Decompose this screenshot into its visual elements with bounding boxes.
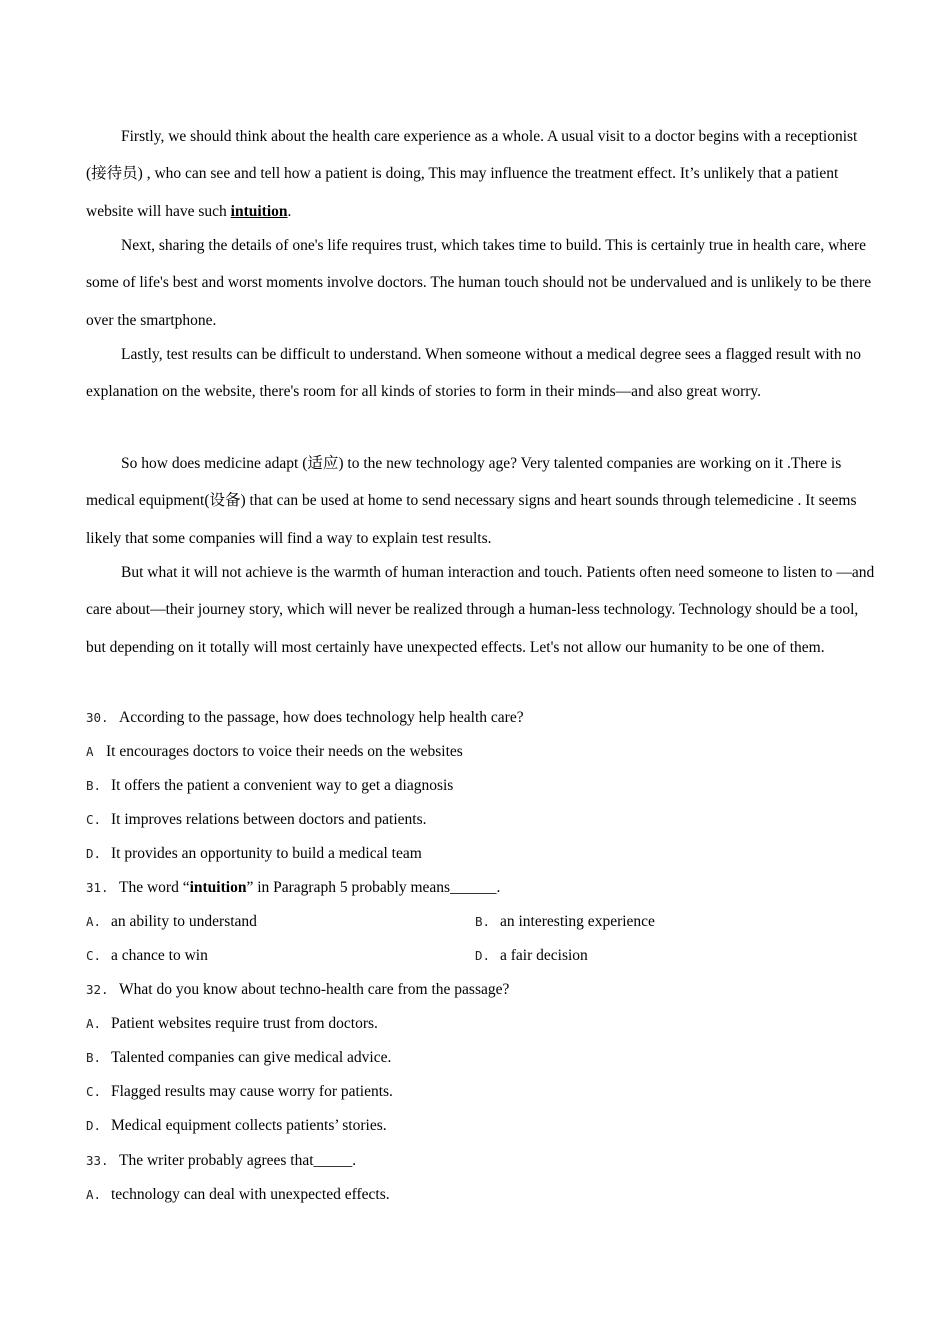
question-number: 33. (86, 1153, 109, 1168)
question-text-end: ” in Paragraph 5 probably means______. (246, 879, 501, 896)
question-text: The writer probably agrees that_____. (119, 1152, 357, 1169)
option-text: technology can deal with unexpected effects. (111, 1186, 390, 1203)
question-number: 30. (86, 710, 109, 725)
option-label: D. (86, 1118, 102, 1133)
option-text: an ability to understand (111, 913, 257, 930)
q31-option-b[interactable] (475, 912, 655, 932)
option-text: an interesting experience (500, 913, 655, 930)
passage-paragraph-2: Next, sharing the details of one's life requires trust, which takes time to build. This is certainly true in health care, where some of life's best and worst moments involve doctors. The human touch should not be undervalued and is unlikely to be there over the smartphone. (86, 237, 872, 329)
option-label: A (86, 744, 94, 759)
question-32 (86, 980, 509, 1000)
option-text: a fair decision (500, 947, 588, 964)
paragraph-1-text: Firstly, we should think about the health care experience as a whole. A usual visit to a doctor begins with a receptionist (接待员) , who can see and tell how a patient is doing, This may influence the treatment effect. It’s unlikely that a patient website will have such (86, 128, 858, 220)
q31-option-c[interactable] (86, 946, 208, 966)
question-30 (86, 708, 524, 728)
keyword-intuition: intuition (189, 879, 247, 896)
q30-option-a[interactable] (86, 742, 463, 762)
q32-option-b[interactable] (86, 1048, 391, 1068)
q32-option-a[interactable] (86, 1014, 378, 1034)
option-text: It provides an opportunity to build a medical team (111, 845, 422, 862)
keyword-intuition: intuition (230, 202, 288, 220)
option-label: A. (86, 1187, 102, 1202)
option-text: It improves relations between doctors and patients. (111, 811, 427, 828)
passage-paragraph-1 (86, 118, 876, 230)
option-text: Medical equipment collects patients’ stories. (111, 1117, 387, 1134)
question-text-start: The word “ (119, 879, 190, 896)
option-label: C. (86, 948, 102, 963)
passage-paragraph-5: But what it will not achieve is the warmth of human interaction and touch. Patients often need someone to listen to —and care about—their journey story, which will never be realized through a human-less technology. Technology should be a tool, but depending on it totally will most certainly have unexpected effects. Let's not allow our humanity to be one of them. (86, 564, 875, 656)
option-text: It offers the patient a convenient way to get a diagnosis (111, 777, 454, 794)
question-33 (86, 1151, 356, 1171)
option-label: D. (475, 948, 491, 963)
option-label: A. (86, 914, 102, 929)
passage-paragraph-3: Lastly, test results can be difficult to understand. When someone without a medical degree sees a flagged result with no explanation on the website, there's room for all kinds of stories to form in their minds—and also great worry. (86, 346, 862, 401)
q32-option-c[interactable] (86, 1082, 393, 1102)
passage-paragraph-4: So how does medicine adapt (适应) to the new technology age? Very talented companies are working on it .There is medical equipment(设备) that can be used at home to send necessary signs and heart sounds through telemedicine . It seems likely that some companies will find a way to explain test results. (86, 455, 857, 547)
q32-option-d[interactable] (86, 1116, 387, 1136)
q30-option-c[interactable] (86, 810, 427, 830)
option-text: Flagged results may cause worry for patients. (111, 1083, 393, 1100)
option-label: D. (86, 846, 102, 861)
option-label: B. (475, 914, 491, 929)
option-label: C. (86, 812, 102, 827)
option-text: Talented companies can give medical advice. (111, 1049, 392, 1066)
option-label: B. (86, 1050, 102, 1065)
question-number: 31. (86, 880, 109, 895)
option-label: C. (86, 1084, 102, 1099)
q30-option-b[interactable] (86, 776, 453, 796)
paragraph-1-end: . (287, 202, 292, 220)
question-31 (86, 878, 500, 898)
question-text: What do you know about techno-health care from the passage? (119, 981, 510, 998)
q31-option-a[interactable] (86, 912, 257, 932)
option-label: A. (86, 1016, 102, 1031)
option-text: It encourages doctors to voice their needs on the websites (106, 743, 463, 760)
option-text: Patient websites require trust from doctors. (111, 1015, 378, 1032)
q33-option-a[interactable] (86, 1185, 390, 1205)
option-label: B. (86, 778, 102, 793)
option-text: a chance to win (111, 947, 208, 964)
q30-option-d[interactable] (86, 844, 422, 864)
question-text: According to the passage, how does technology help health care? (119, 709, 524, 726)
question-number: 32. (86, 982, 109, 997)
q31-option-d[interactable] (475, 946, 588, 966)
